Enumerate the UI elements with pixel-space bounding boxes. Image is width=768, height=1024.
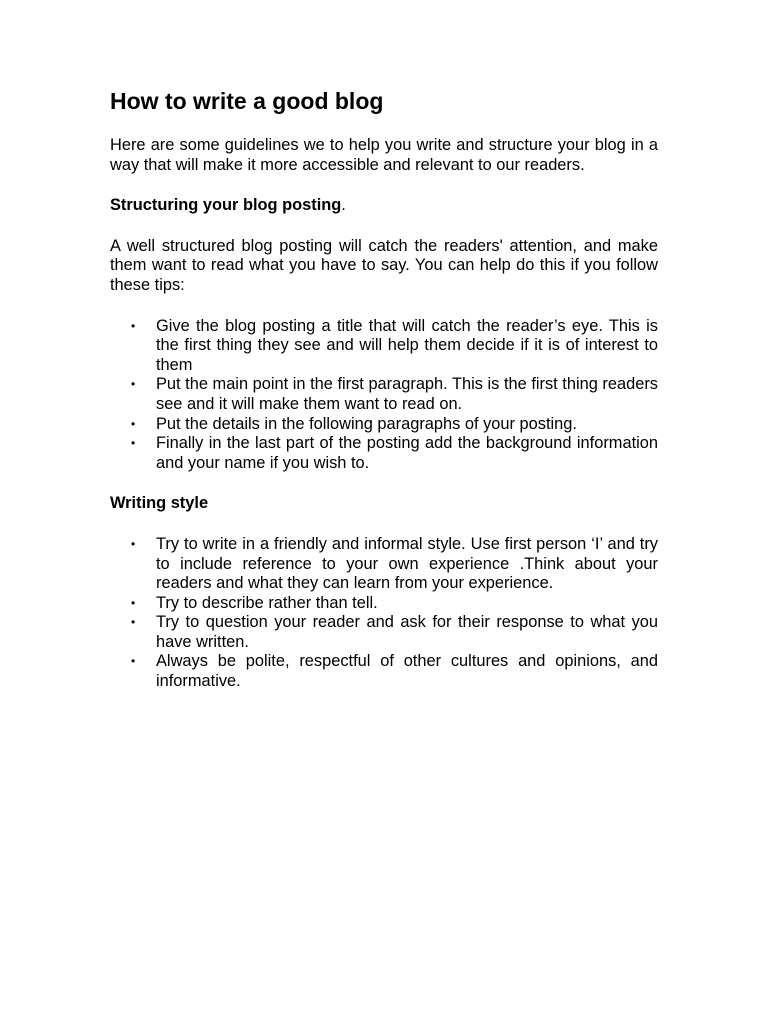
list-item-text: Try to question your reader and ask for their response to what you have written. [156, 613, 658, 651]
bullet-icon: • [131, 416, 136, 431]
writing-style-list [110, 535, 658, 692]
document-title: How to write a good blog [110, 88, 384, 114]
bullet-icon: • [131, 615, 136, 630]
bullet-icon: • [131, 654, 136, 669]
list-item-text: Give the blog posting a title that will catch the reader’s eye. This is the first thing they see and will help them decide if it is of interest to them [156, 316, 658, 374]
bullet-icon: • [131, 536, 136, 551]
list-item [110, 594, 658, 614]
list-item [110, 613, 658, 652]
bullet-icon: • [131, 377, 136, 392]
bullet-icon: • [131, 436, 136, 451]
list-item-text: Always be polite, respectful of other cultures and opinions, and informative. [156, 652, 658, 691]
list-item-text: Try to write in a friendly and informal style. Use first person ‘I’ and try to include reference to your own experience .Think about your readers and what they can learn from your experience. [156, 534, 658, 593]
bullet-icon: • [131, 318, 136, 333]
bullet-icon: • [131, 595, 136, 610]
list-item [110, 652, 658, 691]
section-heading-structuring-suffix: . [341, 196, 346, 215]
list-item [110, 375, 658, 414]
structuring-tips-list [110, 317, 658, 474]
intro-paragraph: Here are some guidelines we to help you write and structure your blog in a way that will make it more accessible and relevant to our readers. [110, 136, 658, 174]
list-item-text: Try to describe rather than tell. [156, 593, 378, 612]
list-item [110, 434, 658, 473]
list-item-text: Finally in the last part of the posting add the background information and your name if you wish to. [156, 434, 658, 472]
list-item [110, 535, 658, 594]
section-heading-writing-style: Writing style [110, 494, 209, 513]
list-item [110, 415, 658, 435]
structuring-paragraph: A well structured blog posting will catch the readers' attention, and make them want to read what you have to say. You can help do this if you follow these tips: [110, 236, 658, 294]
list-item [110, 317, 658, 376]
list-item-text: Put the main point in the first paragraph. This is the first thing readers see and it will make them want to read on. [156, 375, 658, 413]
section-heading-structuring-text: Structuring your blog posting [110, 196, 342, 215]
document-page [110, 86, 658, 692]
section-heading-structuring [110, 196, 658, 216]
list-item-text: Put the details in the following paragraphs of your posting. [156, 414, 577, 433]
